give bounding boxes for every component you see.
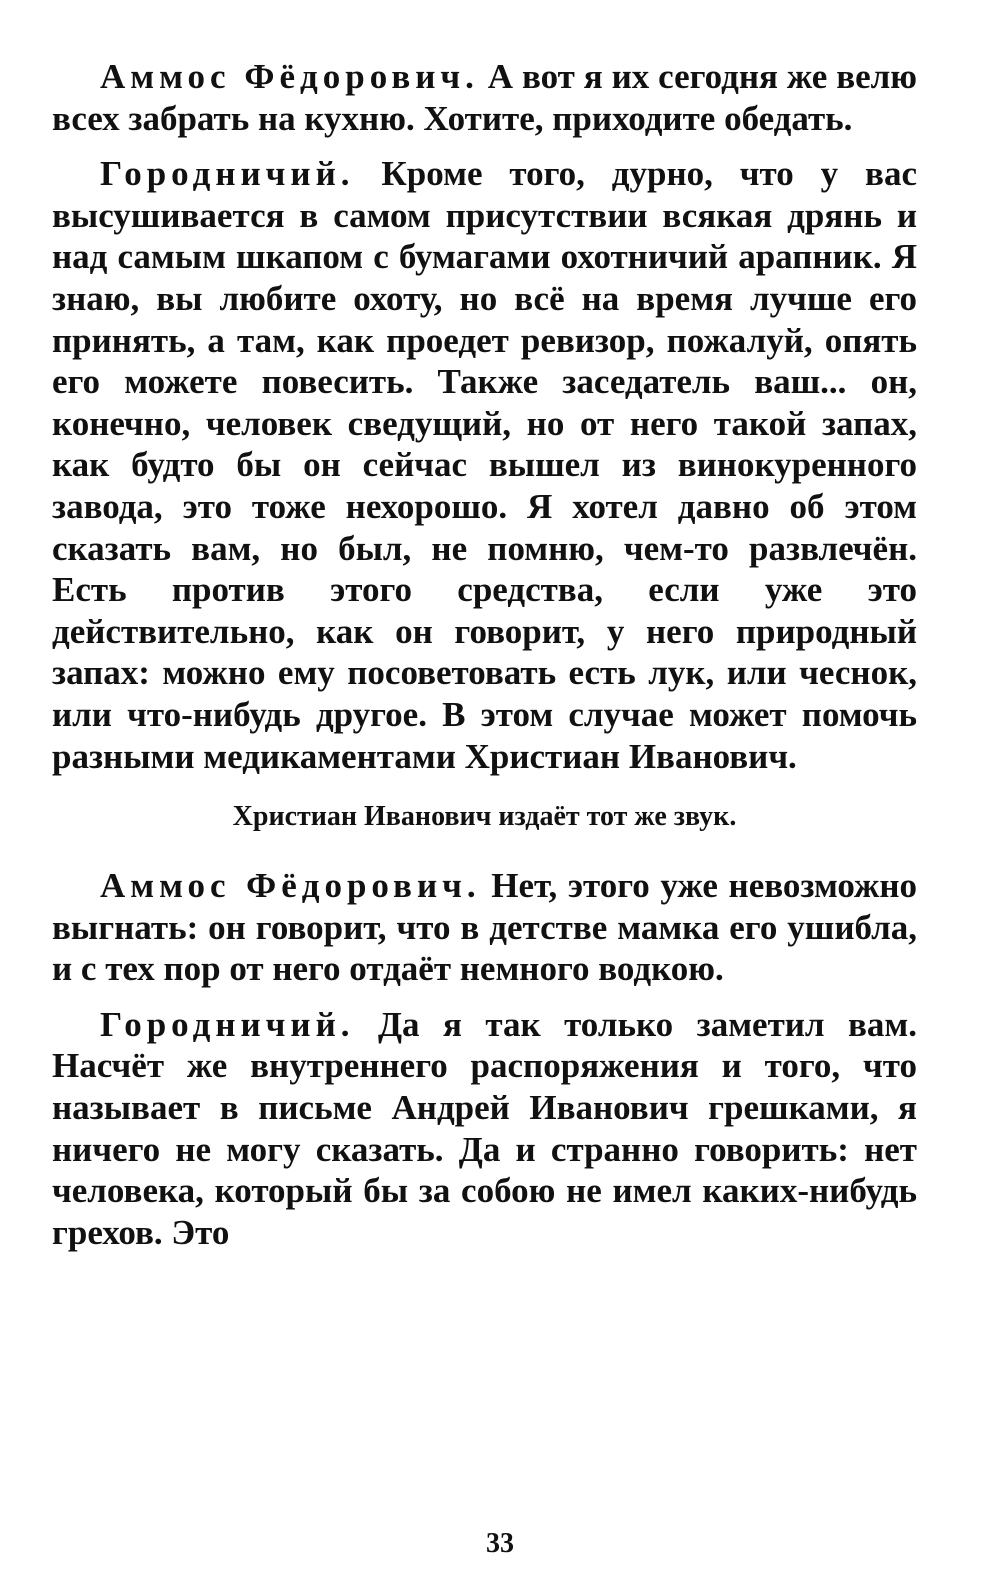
- dialogue-paragraph: [52, 56, 917, 139]
- speaker-name: Городничий.: [100, 154, 355, 194]
- dialogue-paragraph: [52, 1004, 917, 1254]
- speaker-name: Аммос Фёдорович.: [100, 57, 479, 96]
- speaker-name: Аммос Фёдорович.: [100, 866, 481, 906]
- book-page: [52, 56, 917, 1267]
- dialogue-paragraph: [52, 153, 917, 777]
- speaker-name: Городничий.: [100, 1004, 355, 1044]
- dialogue-text: Кроме того, дурно, что у вас высушивается в самом присутствии всякая дрянь и над самым шкапом с бумагами охотничий арапник. Я знаю, вы любите охоту, но всё на время лучше его принять, а там, как проедет ревизор, пожалуй, опять его можете повесить. Также заседатель ваш... он, конечно, человек сведущий, но от него такой запах, как будто бы он сейчас вышел из винокуренного завода, это тоже нехорошо. Я хотел давно об этом сказать вам, но был, не помню, чем-то развлечён. Есть против этого средства, если уже это действительно, как он говорит, у него природный запах: можно ему посоветовать есть лук, или чеснок, или что-нибудь другое. В этом случае может помочь разными медикаментами Христиан Иванович.: [52, 154, 917, 776]
- dialogue-text: А вот я их сегодня же велю всех забрать на кухню. Хотите, приходите обедать.: [52, 57, 918, 138]
- dialogue-text: Да я так только заметил вам. Насчёт же внутреннего распоряжения и того, что называет в письме Андрей Иванович грешками, я ничего не могу сказать. Да и странно говорить: нет человека, который бы за собою не имел каких-нибудь грехов. Это: [52, 1004, 917, 1252]
- stage-direction: Христиан Иванович издаёт тот же звук.: [232, 801, 737, 833]
- dialogue-paragraph: [52, 865, 917, 990]
- page-number: 33: [486, 1528, 514, 1559]
- dialogue-text: Нет, этого уже невозможно выгнать: он говорит, что в детстве мамка его ушибла, и с тех пор от него отдаёт немного водкою.: [52, 866, 918, 989]
